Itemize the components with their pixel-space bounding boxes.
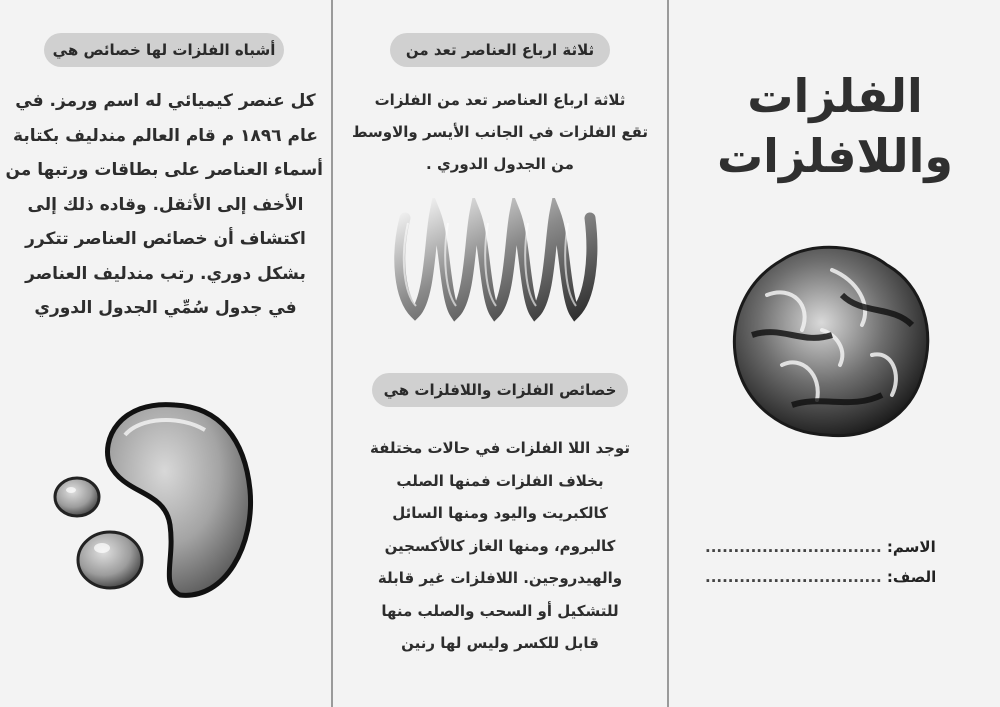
paragraph-line: بخلاف الفلزات فمنها الصلب [396, 471, 604, 490]
paragraph-line: بشكل دوري. رتب مندليف العناصر [25, 263, 306, 284]
title-line-2: واللافلزات [716, 129, 954, 183]
paragraph-line: والهيدروجين. اللافلزات غير قابلة [377, 569, 623, 587]
paragraph-line: توجد اللا الفلزات في حالات مختلفة [370, 439, 630, 457]
title-line-1: الفلزات [747, 69, 923, 123]
paragraph-line: اكتشاف أن خصائص العناصر تتكرر [25, 229, 306, 249]
class-label: الصف: [886, 568, 937, 586]
paragraph-line: ثلاثة ارباع العناصر تعد من الفلزات [374, 91, 626, 109]
middle-panel-heading-1: ثلاثة ارباع العناصر تعد من [390, 33, 610, 67]
paragraph-line: كل عنصر كيميائي له اسم ورمز. في [15, 91, 316, 111]
class-field [705, 568, 936, 586]
paragraph-line: قابل للكسر وليس لها رنين [401, 634, 599, 652]
paragraph-line: الأخف إلى الأثقل. وقاده ذلك إلى [27, 194, 304, 215]
panel-divider-left [331, 0, 333, 707]
class-dots: ............................... [705, 568, 882, 586]
left-panel-paragraph [5, 84, 323, 326]
metal-spring-image [390, 198, 610, 328]
paragraph-line: للتشكيل أو السحب والصلب منها [381, 601, 619, 620]
paragraph-line: تقع الفلزات في الجانب الأيسر والاوسط [351, 123, 649, 141]
middle-panel-heading-2: خصائص الفلزات واللافلزات هي [372, 373, 628, 407]
middle-panel-paragraph-2 [335, 432, 665, 660]
paragraph-line: في جدول سُمِّي الجدول الدوري [34, 298, 297, 318]
paragraph-line: كالكبريت واليود ومنها السائل [392, 504, 608, 522]
paragraph-line: عام ١٨٩٦ م قام العالم مندليف بكتابة [13, 125, 318, 146]
paragraph-line: من الجدول الدوري . [426, 155, 574, 173]
name-field [705, 538, 936, 556]
brochure-title [700, 66, 970, 186]
name-label: الاسم: [886, 538, 936, 556]
panel-divider-right [667, 0, 669, 707]
name-dots: ............................... [705, 538, 882, 556]
middle-panel-paragraph-1 [335, 84, 665, 180]
paragraph-line: أسماء العناصر على بطاقات ورتبها من [5, 160, 323, 180]
left-panel-heading: أشباه الفلزات لها خصائص هي [44, 33, 284, 67]
paragraph-line: كالبروم، ومنها الغاز كالأكسجين [384, 536, 616, 555]
liquid-metal-droplets-image [40, 395, 260, 605]
crumpled-metal-ball-image [722, 235, 942, 445]
